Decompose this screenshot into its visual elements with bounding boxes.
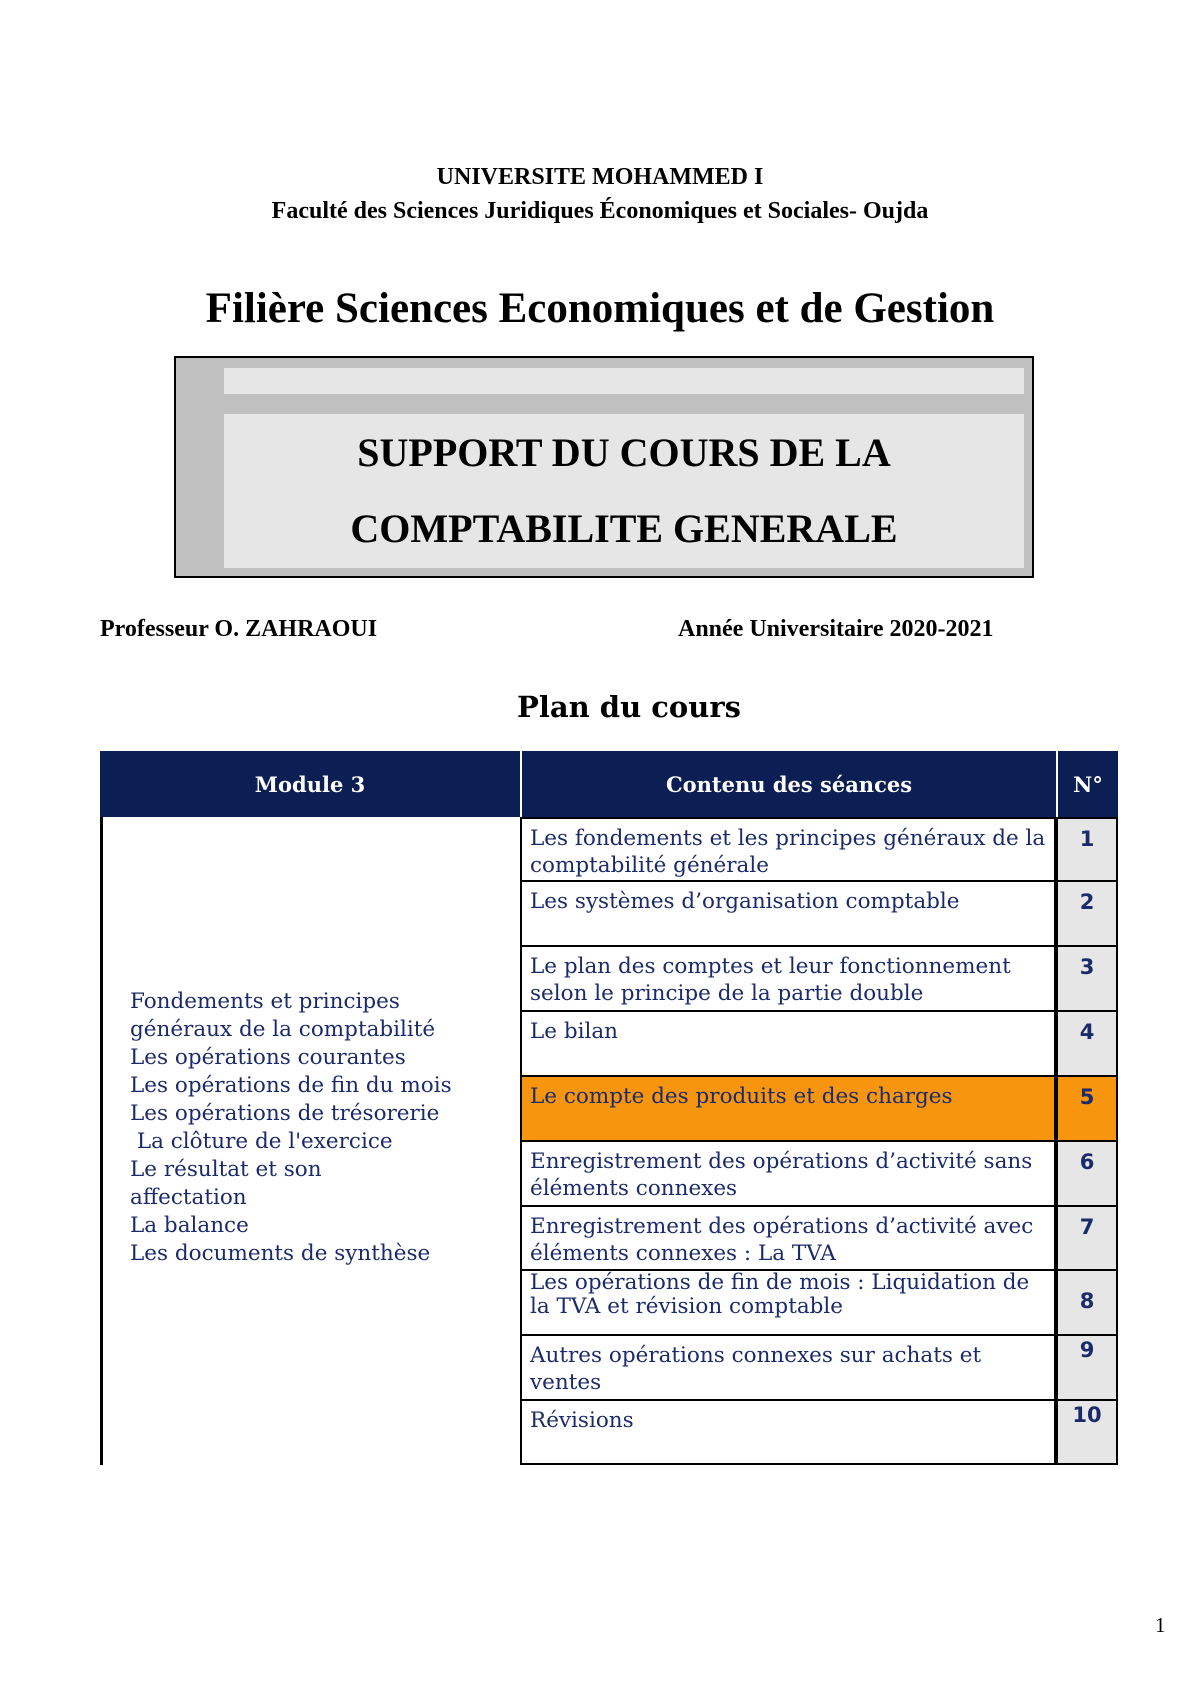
row-number: 9 bbox=[1056, 1336, 1118, 1401]
faculty-name: Faculté des Sciences Juridiques Économiques et Sociales- Oujda bbox=[271, 198, 929, 224]
university-name: UNIVERSITE MOHAMMED I bbox=[436, 164, 764, 190]
row-number: 8 bbox=[1056, 1271, 1118, 1336]
plan-title: Plan du cours bbox=[517, 690, 741, 724]
module-item: généraux de la comptabilité bbox=[130, 1017, 436, 1042]
table-row bbox=[520, 1142, 1118, 1207]
row-content: Autres opérations connexes sur achats et ventes bbox=[520, 1336, 1056, 1401]
table-row bbox=[520, 1012, 1118, 1077]
row-content: Enregistrement des opérations d’activité sans éléments connexes bbox=[520, 1142, 1056, 1207]
row-content: Le plan des comptes et leur fonctionnement selon le principe de la partie double bbox=[520, 947, 1056, 1012]
table-row bbox=[520, 1336, 1118, 1401]
course-title-box bbox=[174, 356, 1034, 578]
module-column-border bbox=[100, 817, 103, 1465]
table-row bbox=[520, 817, 1118, 882]
table-row bbox=[520, 1207, 1118, 1271]
row-number: 1 bbox=[1056, 817, 1118, 882]
row-content: Les systèmes d’organisation comptable bbox=[520, 882, 1056, 947]
row-number: 6 bbox=[1056, 1142, 1118, 1207]
table-row bbox=[520, 1271, 1118, 1336]
row-content: Les opérations de fin de mois : Liquidation de la TVA et révision comptable bbox=[520, 1271, 1056, 1336]
row-content: Le bilan bbox=[520, 1012, 1056, 1077]
module-item: Les opérations de fin du mois bbox=[130, 1073, 452, 1098]
table-row bbox=[520, 947, 1118, 1012]
filiere-title: Filière Sciences Economiques et de Gestion bbox=[205, 285, 995, 332]
table-row bbox=[520, 882, 1118, 947]
row-content: Révisions bbox=[520, 1401, 1056, 1465]
row-number: 10 bbox=[1056, 1401, 1118, 1465]
module-items-list bbox=[130, 988, 490, 1268]
row-content: Le compte des produits et des charges bbox=[520, 1077, 1056, 1142]
title-box-top-strip bbox=[224, 368, 1024, 394]
module-item: Les documents de synthèse bbox=[130, 1241, 431, 1266]
module-item: Le résultat et son bbox=[130, 1157, 322, 1182]
header-module: Module 3 bbox=[100, 751, 520, 817]
module-item: affectation bbox=[130, 1185, 247, 1210]
title-box-inner bbox=[224, 414, 1024, 568]
course-title-line-1: SUPPORT DU COURS DE LA bbox=[357, 430, 891, 475]
row-number: 7 bbox=[1056, 1207, 1118, 1271]
header-number: N° bbox=[1058, 751, 1118, 817]
module-item: La clôture de l'exercice bbox=[130, 1129, 393, 1154]
module-item: Les opérations de trésorerie bbox=[130, 1101, 440, 1126]
row-content: Enregistrement des opérations d’activité avec éléments connexes : La TVA bbox=[520, 1207, 1056, 1271]
row-number: 3 bbox=[1056, 947, 1118, 1012]
module-item: La balance bbox=[130, 1213, 249, 1238]
table-row-highlighted bbox=[520, 1077, 1118, 1142]
row-number: 2 bbox=[1056, 882, 1118, 947]
page-number: 1 bbox=[1155, 1613, 1166, 1637]
row-number: 4 bbox=[1056, 1012, 1118, 1077]
module-item: Fondements et principes bbox=[130, 989, 400, 1014]
course-title-line-2: COMPTABILITE GENERALE bbox=[350, 506, 898, 551]
module-item: Les opérations courantes bbox=[130, 1045, 406, 1070]
table-row bbox=[520, 1401, 1118, 1465]
row-content: Les fondements et les principes généraux de la comptabilité générale bbox=[520, 817, 1056, 882]
academic-year: Année Universitaire 2020-2021 bbox=[678, 616, 994, 642]
row-number: 5 bbox=[1056, 1077, 1118, 1142]
header-content: Contenu des séances bbox=[522, 751, 1056, 817]
professor-name: Professeur O. ZAHRAOUI bbox=[100, 616, 378, 642]
